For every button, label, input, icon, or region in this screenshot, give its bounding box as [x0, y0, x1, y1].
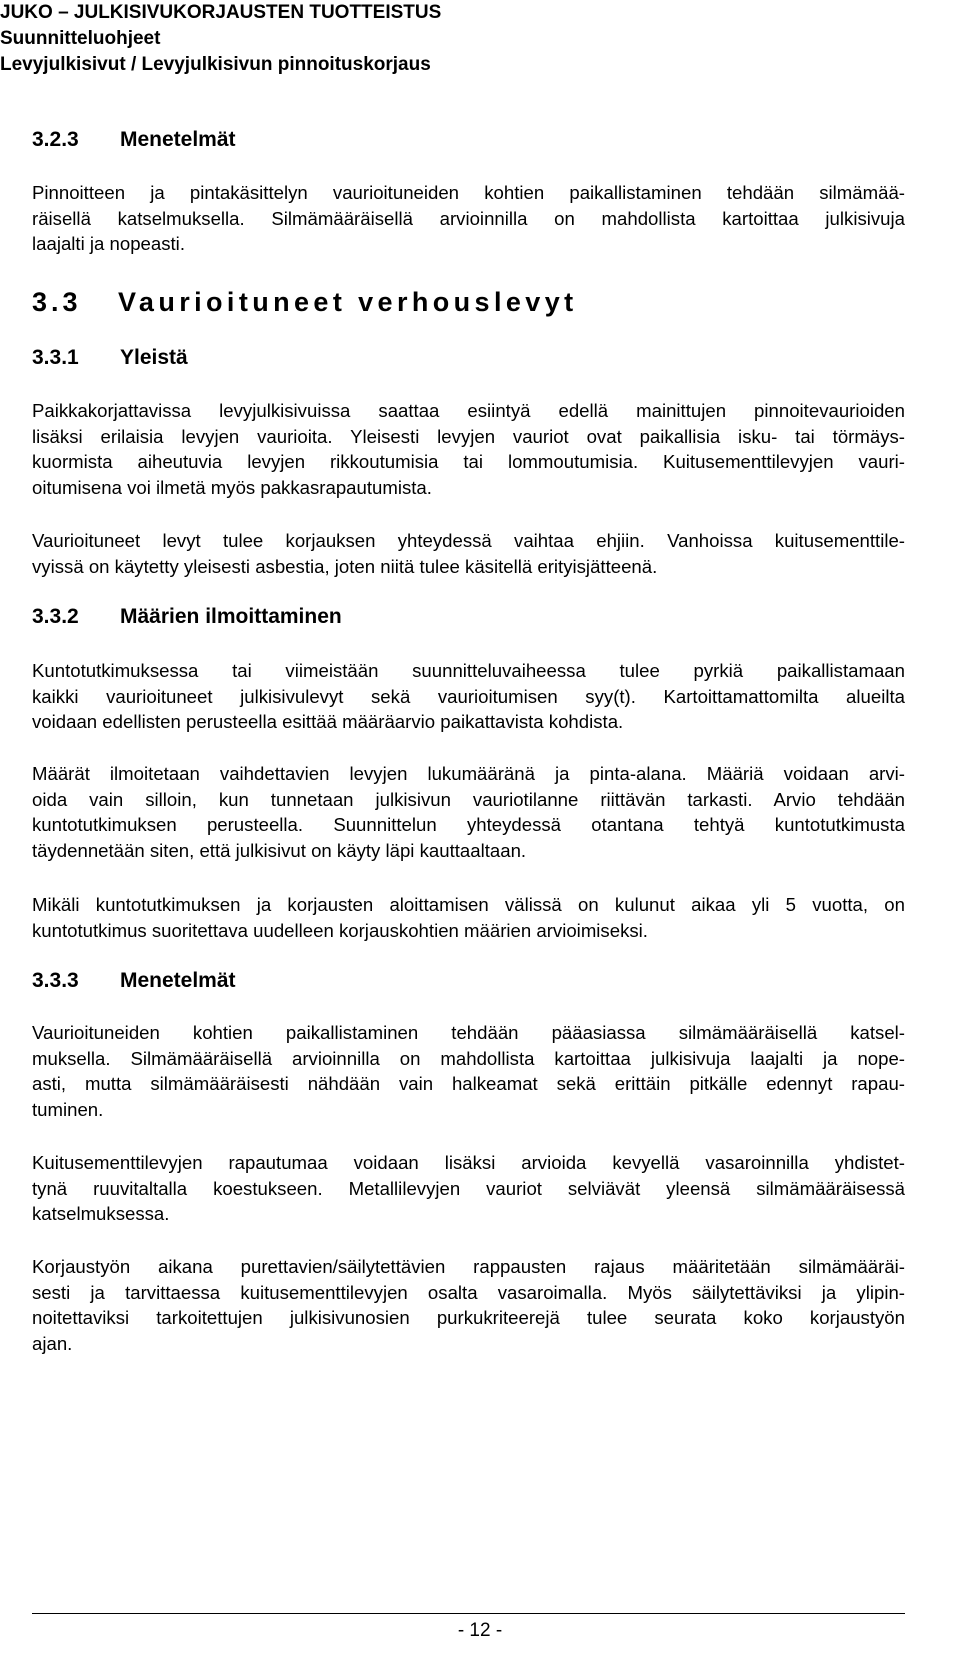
section-heading-3-3: [32, 287, 578, 318]
paragraph-line: katselmuksessa.: [32, 1203, 170, 1224]
paragraph-line: voidaan edellisten perusteella esittää määräarvio paikattavista kohdista.: [32, 711, 624, 732]
paragraph-5: [32, 761, 905, 863]
paragraph-line: tynä ruuvitaltalla koestukseen. Metallilevyjen vauriot selviävät yleensä silmämääräisessä: [32, 1177, 905, 1199]
paragraph-line: räisellä katselmuksella. Silmämääräisellä arvioinnilla on mahdollista kartoittaa julkisivuja: [32, 207, 905, 229]
footer-divider: [32, 1613, 905, 1614]
paragraph-6: [32, 892, 905, 943]
page-number: - 12 -: [457, 1620, 503, 1641]
paragraph-line: kuntotutkimus suoritettava uudelleen korjauskohtien määrien arvioimiseksi.: [32, 919, 648, 941]
paragraph-line: Mikäli kuntotutkimuksen ja korjausten aloittamisen välissä on kulunut aikaa yli 5 vuotta, on: [32, 894, 905, 915]
section-heading-3-2-3: [32, 128, 236, 152]
paragraph-line: asti, mutta silmämääräisesti nähdään vain halkeamat sekä erittäin pitkälle edennyt rapau-: [32, 1073, 905, 1094]
paragraph-line: sesti ja tarvittaessa kuitusementtilevyjen osalta vasaroimalla. Myös säilytettäviksi ja ylipin-: [32, 1281, 905, 1303]
paragraph-2: [32, 398, 905, 500]
paragraph-line: Pinnoitteen ja pintakäsittelyn vaurioituneiden kohtien paikallistaminen tehdään silmämää-: [32, 182, 905, 203]
paragraph-line: oitumisena voi ilmetä myös pakkasrapautumista.: [32, 476, 432, 498]
section-title: Määrien ilmoittaminen: [120, 605, 342, 628]
paragraph-line: tuminen.: [32, 1098, 104, 1120]
paragraph-line: kuormista aiheutuvia levyjen rikkoutumisia tai lommoutumisia. Kuitusementtilevyjen vauri-: [32, 451, 905, 472]
section-title: Menetelmät: [120, 128, 236, 151]
section-heading-3-3-1: [32, 346, 188, 370]
paragraph-1: [32, 180, 905, 257]
paragraph-line: Vaurioituneiden kohtien paikallistaminen tehdään pääasiassa silmämääräisellä katsel-: [32, 1022, 905, 1043]
paragraph-line: Vaurioituneet levyt tulee korjauksen yhteydessä vaihtaa ehjiin. Vanhoissa kuitusementtile-: [32, 530, 905, 551]
paragraph-line: noitettaviksi tarkoitettujen julkisivunosien purkukriteerejä tulee seurata koko korjaustyön: [32, 1307, 905, 1328]
section-number: 3.3.1: [32, 346, 79, 369]
paragraph-line: Paikkakorjattavissa levyjulkisivuissa saattaa esiintyä edellä mainittujen pinnoitevaurioiden: [32, 400, 905, 421]
paragraph-line: laajalti ja nopeasti.: [32, 233, 185, 254]
paragraph-4: [32, 658, 905, 735]
section-number: 3.3.2: [32, 605, 79, 628]
paragraph-line: Kuitusementtilevyjen rapautumaa voidaan lisäksi arvioida kevyellä vasaroinnilla yhdistet-: [32, 1152, 905, 1173]
paragraph-line: Korjaustyön aikana purettavien/säilytettävien rappausten rajaus määritetään silmämääräi-: [32, 1256, 905, 1277]
section-heading-3-3-2: [32, 605, 342, 629]
paragraph-line: oida vain silloin, kun tunnetaan julkisivun vauriotilanne riittävän tarkasti. Arvio tehdään: [32, 788, 905, 810]
header-document-subject: Levyjulkisivut / Levyjulkisivun pinnoituskorjaus: [0, 54, 431, 75]
document-header: [0, 0, 441, 78]
paragraph-7: [32, 1020, 905, 1122]
section-number: 3.2.3: [32, 128, 79, 151]
section-title: Menetelmät: [120, 969, 236, 992]
paragraph-line: kaikki vaurioituneet julkisivulevyt sekä vaurioitumisen syy(t). Kartoittamattomilta alueilta: [32, 685, 905, 707]
paragraph-8: [32, 1150, 905, 1227]
paragraph-line: muksella. Silmämääräisellä arvioinnilla on mahdollista kartoittaa julkisivuja laajalti ja nope-: [32, 1047, 905, 1069]
section-title: Vaurioituneet verhouslevyt: [118, 287, 578, 317]
paragraph-line: täydennetään siten, että julkisivut on käyty läpi kauttaaltaan.: [32, 839, 527, 861]
paragraph-9: [32, 1254, 905, 1356]
paragraph-line: Kuntotutkimuksessa tai viimeistään suunnitteluvaiheessa tulee pyrkiä paikallistamaan: [32, 660, 905, 681]
paragraph-line: ajan.: [32, 1332, 73, 1354]
header-project-title: JUKO – JULKISIVUKORJAUSTEN TUOTTEISTUS: [0, 2, 442, 23]
section-heading-3-3-3: [32, 969, 236, 993]
header-document-type: Suunnitteluohjeet: [0, 28, 161, 49]
paragraph-line: kuntotutkimuksen perusteella. Suunnittelun yhteydessä otantana tehtyä kuntotutkimusta: [32, 814, 905, 835]
paragraph-line: Määrät ilmoitetaan vaihdettavien levyjen lukumääränä ja pinta-alana. Määriä voidaan arvi-: [32, 763, 905, 784]
paragraph-line: vyissä on käytetty yleisesti asbestia, joten niitä tulee käsitellä erityisjätteenä.: [32, 555, 658, 577]
section-number: 3.3: [32, 287, 82, 317]
paragraph-line: lisäksi erilaisia levyjen vaurioita. Yleisesti levyjen vauriot ovat paikallisia isku- tai törmäys-: [32, 425, 905, 447]
paragraph-3: [32, 528, 905, 579]
section-number: 3.3.3: [32, 969, 79, 992]
section-title: Yleistä: [120, 346, 188, 369]
